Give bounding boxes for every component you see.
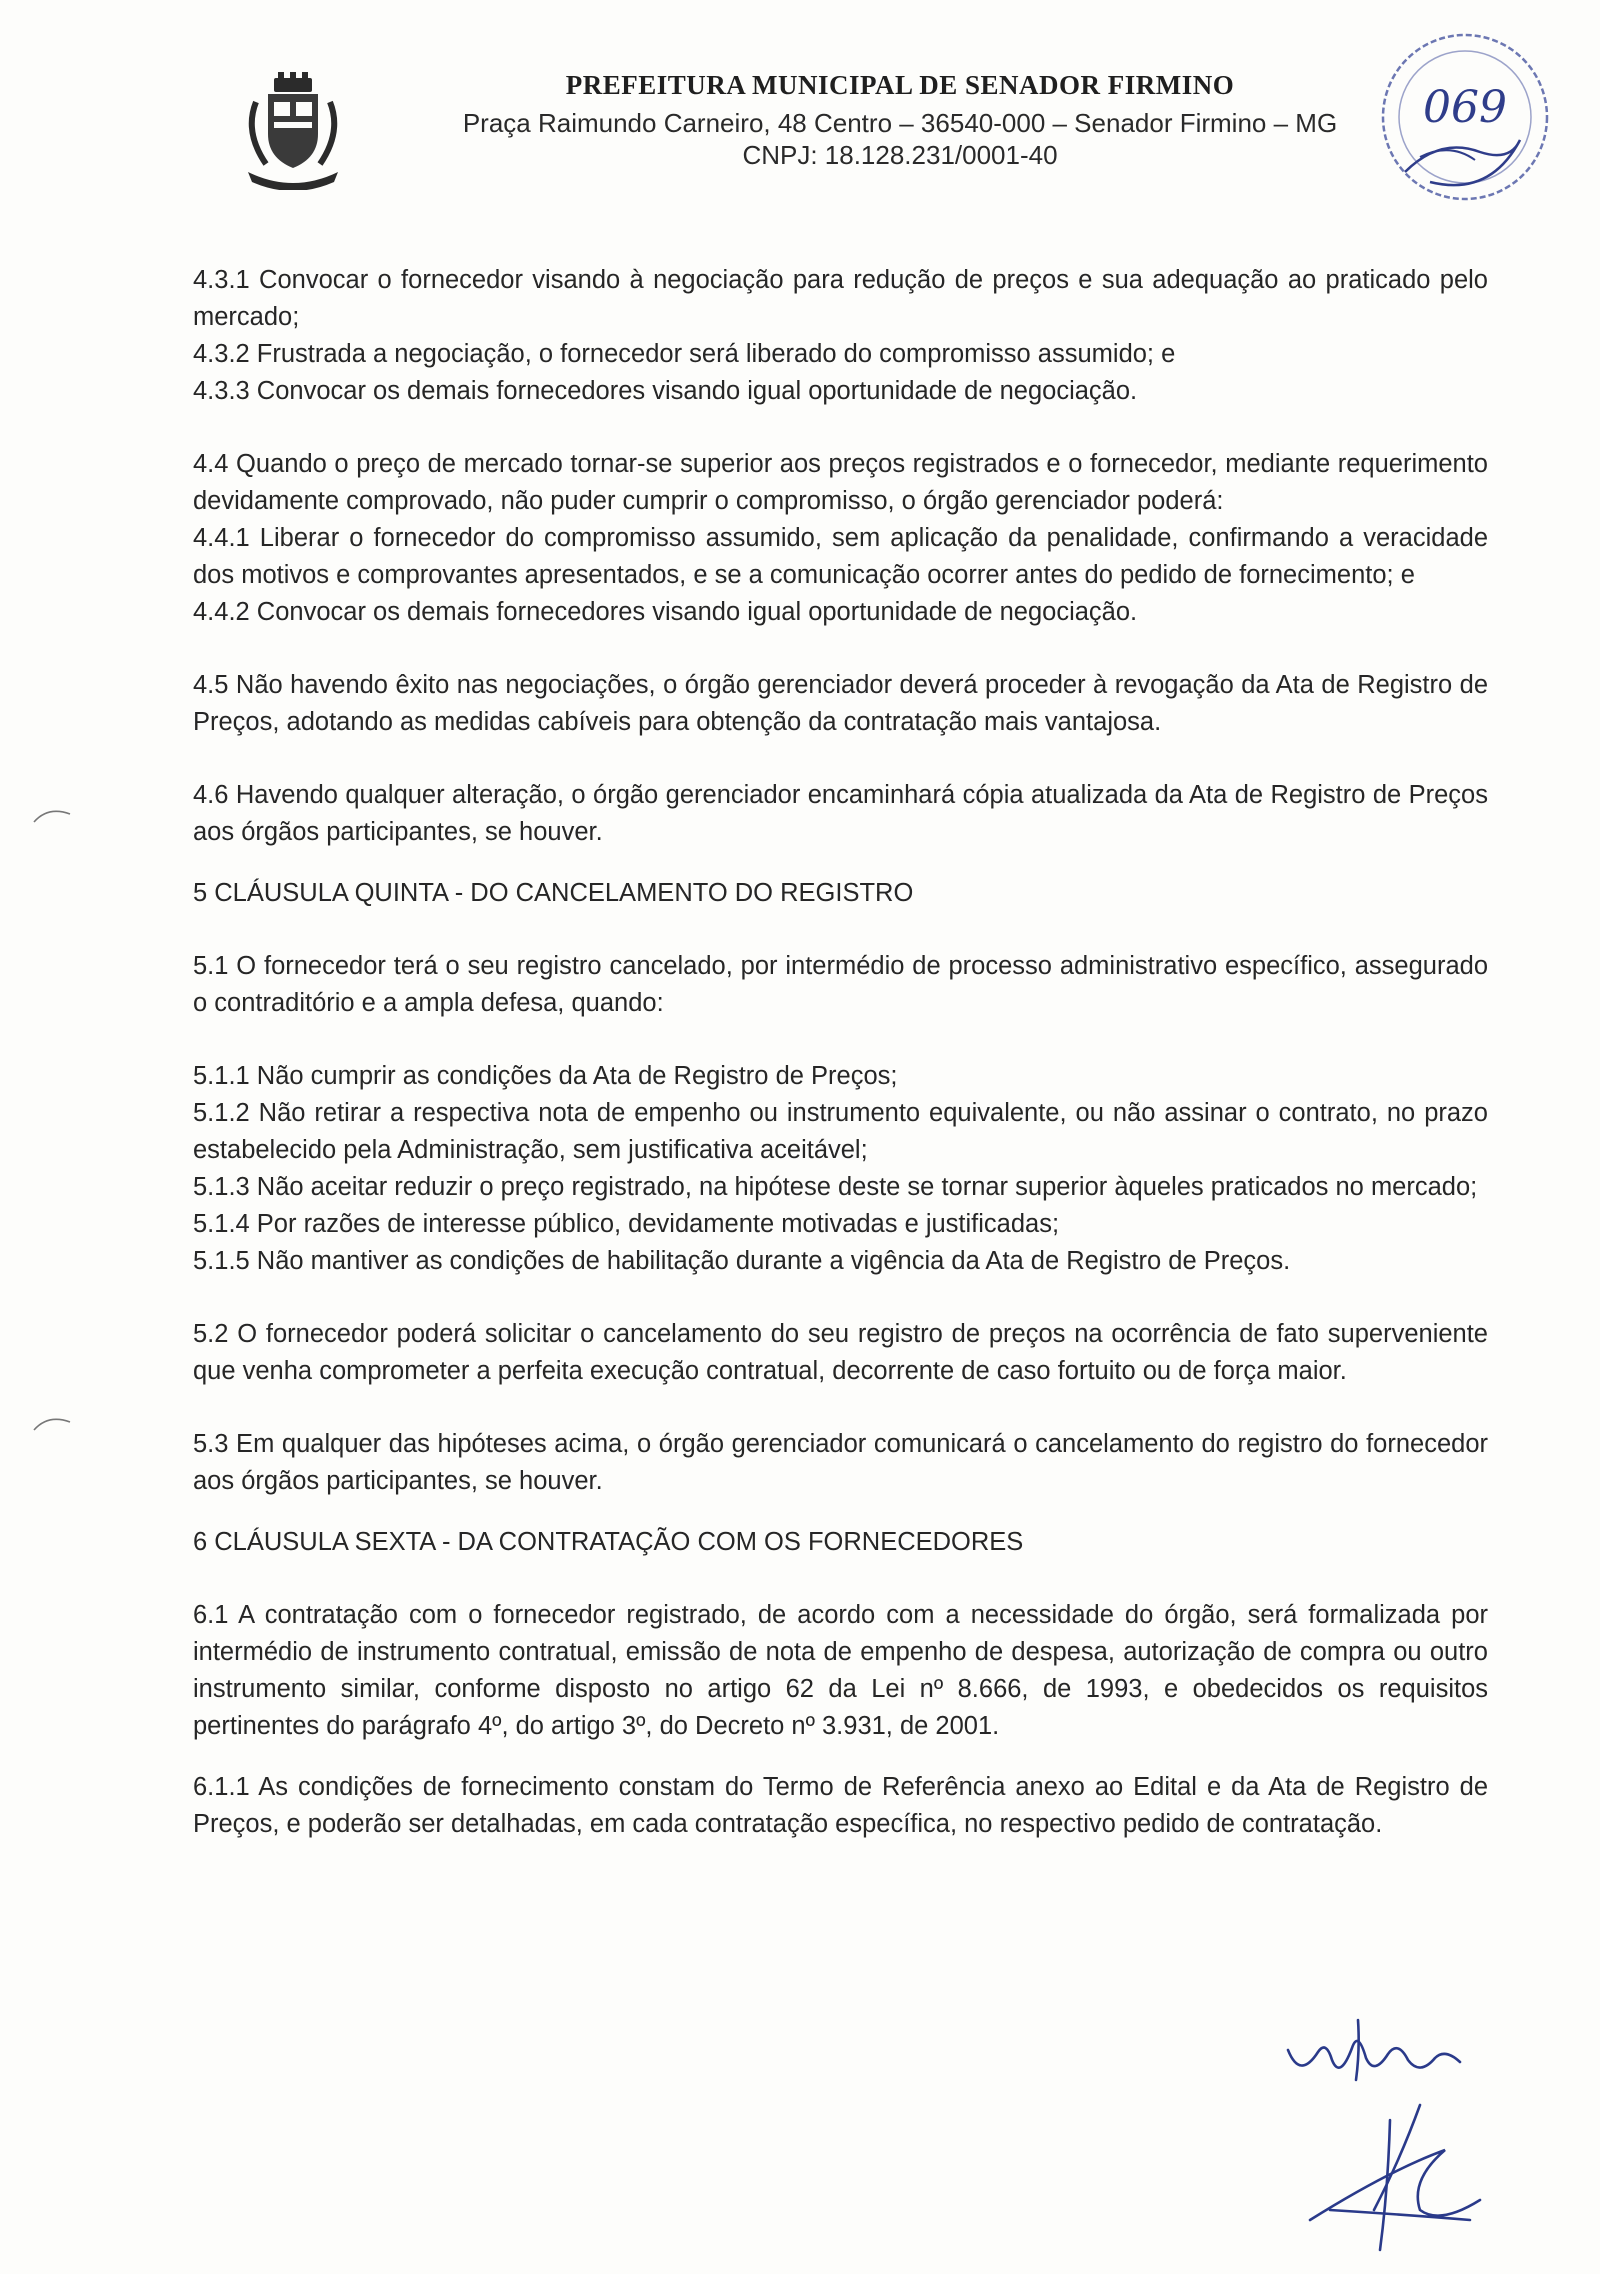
section-heading-6: 6 CLÁUSULA SEXTA - DA CONTRATAÇÃO COM OS FORNECEDORES <box>193 1528 1024 1556</box>
clause-5-1: 5.1 O fornecedor terá o seu registro cancelado, por intermédio de processo administrativo específico, assegurado o contraditório e a ampla defesa, quando: <box>193 952 1488 1017</box>
clause-4-4-2: 4.4.2 Convocar os demais fornecedores visando igual oportunidade de negociação. <box>193 598 1138 626</box>
clause-4-3-1: 4.3.1 Convocar o fornecedor visando à negociação para redução de preços e sua adequação ao praticado pelo mercado; <box>193 266 1488 331</box>
clause-5-2: 5.2 O fornecedor poderá solicitar o cancelamento do seu registro de preços na ocorrência de fato superveniente que venha comprometer a perfeita execução contratual, decorrente de caso fortuito ou de força maior. <box>193 1320 1488 1385</box>
section-heading-5: 5 CLÁUSULA QUINTA - DO CANCELAMENTO DO REGISTRO <box>193 879 914 907</box>
clause-5-1-5: 5.1.5 Não mantiver as condições de habilitação durante a vigência da Ata de Registro de Preços. <box>193 1247 1291 1275</box>
letterhead-address: Praça Raimundo Carneiro, 48 Centro – 36540-000 – Senador Firmino – MG <box>462 108 1338 138</box>
letterhead <box>0 0 1600 190</box>
clause-4-3-3: 4.3.3 Convocar os demais fornecedores visando igual oportunidade de negociação. <box>193 377 1138 405</box>
clause-5-1-4: 5.1.4 Por razões de interesse público, devidamente motivadas e justificadas; <box>193 1210 1060 1238</box>
clause-5-1-2: 5.1.2 Não retirar a respectiva nota de empenho ou instrumento equivalente, ou não assinar o contrato, no prazo estabelecido pela Administração, sem justificativa aceitável; <box>193 1099 1488 1164</box>
clause-4-6: 4.6 Havendo qualquer alteração, o órgão gerenciador encaminhará cópia atualizada da Ata de Registro de Preços aos órgãos participantes, se houver. <box>193 781 1488 846</box>
document-body <box>193 262 1488 1843</box>
margin-mark <box>30 800 75 830</box>
letterhead-cnpj: CNPJ: 18.128.231/0001-40 <box>742 140 1058 170</box>
handwritten-signature <box>1270 2010 1540 2260</box>
clause-4-3-2: 4.3.2 Frustrada a negociação, o fornecedor será liberado do compromisso assumido; e <box>193 340 1176 368</box>
stamp-page-number: 069 <box>1423 82 1507 133</box>
clause-6-1: 6.1 A contratação com o fornecedor registrado, de acordo com a necessidade do órgão, será formalizada por intermédio de instrumento contratual, emissão de nota de empenho de despesa, autorização de compra ou outro instrumento similar, conforme disposto no artigo 62 da Lei nº 8.666, de 1993, e obedecidos os requisitos pertinentes do parágrafo 4º, do artigo 3º, do Decreto nº 3.931, de 2001. <box>193 1601 1488 1740</box>
page-numbering-stamp <box>1370 22 1555 212</box>
margin-mark <box>30 1408 75 1438</box>
clause-5-1-3: 5.1.3 Não aceitar reduzir o preço registrado, na hipótese deste se tornar superior àqueles praticados no mercado; <box>193 1173 1478 1201</box>
clause-4-4-1: 4.4.1 Liberar o fornecedor do compromisso assumido, sem aplicação da penalidade, confirmando a veracidade dos motivos e comprovantes apresentados, e se a comunicação ocorrer antes do pedido de fornecimento; e <box>193 524 1488 589</box>
clause-4-4: 4.4 Quando o preço de mercado tornar-se superior aos preços registrados e o fornecedor, mediante requerimento devidamente comprovado, não puder cumprir o compromisso, o órgão gerenciador poderá: <box>193 450 1488 515</box>
clause-5-3: 5.3 Em qualquer das hipóteses acima, o órgão gerenciador comunicará o cancelamento do registro do fornecedor aos órgãos participantes, se houver. <box>193 1430 1488 1495</box>
municipal-coat-of-arms-icon <box>238 72 348 190</box>
clause-5-1-1: 5.1.1 Não cumprir as condições da Ata de Registro de Preços; <box>193 1062 898 1090</box>
clause-6-1-1: 6.1.1 As condições de fornecimento constam do Termo de Referência anexo ao Edital e da Ata de Registro de Preços, e poderão ser detalhadas, em cada contratação específica, no respectivo pedido de contratação. <box>193 1773 1488 1838</box>
clause-4-5: 4.5 Não havendo êxito nas negociações, o órgão gerenciador deverá proceder à revogação da Ata de Registro de Preços, adotando as medidas cabíveis para obtenção da contratação mais vantajosa. <box>193 671 1488 736</box>
letterhead-title: PREFEITURA MUNICIPAL DE SENADOR FIRMINO <box>565 70 1235 100</box>
